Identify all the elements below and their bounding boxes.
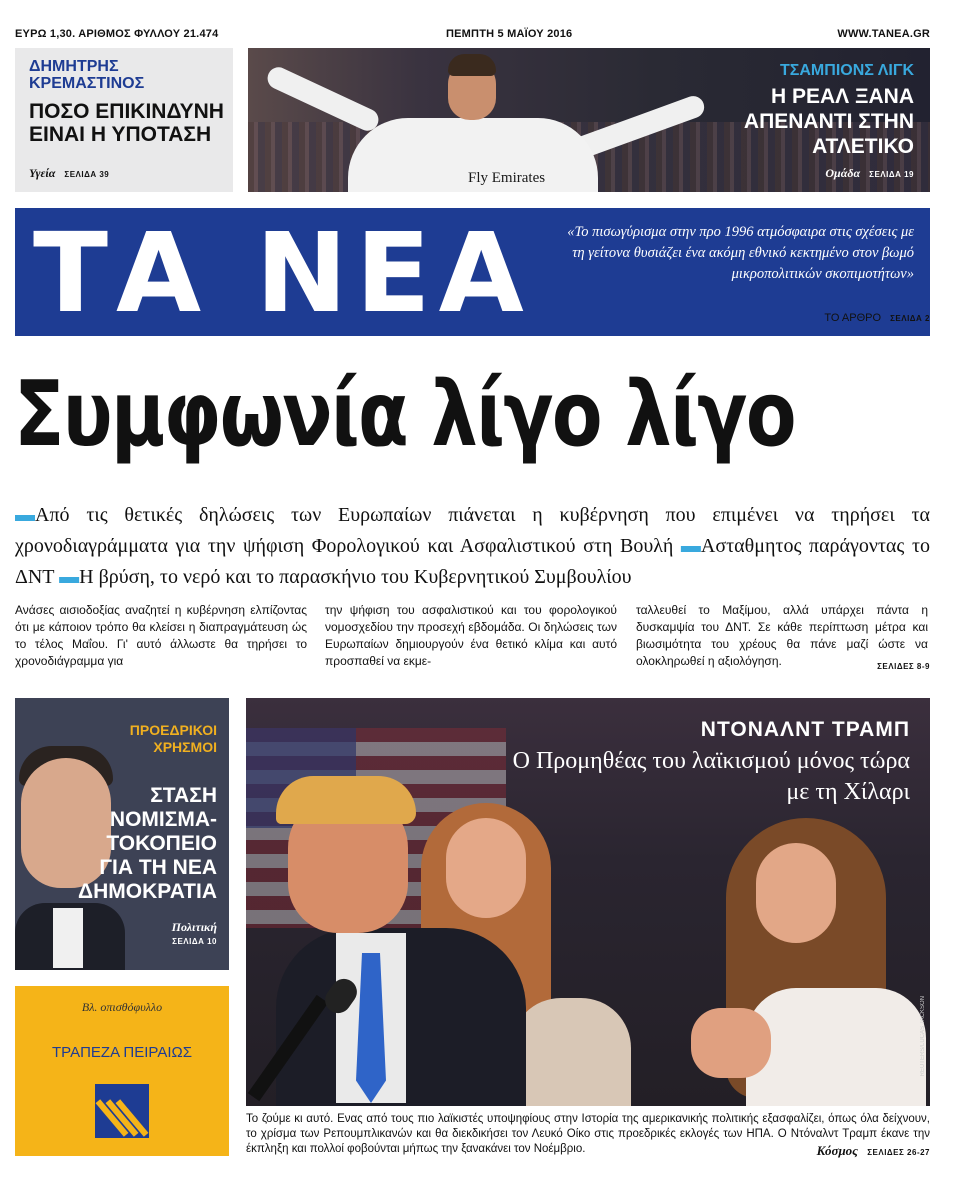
teaser-section — [166, 920, 217, 946]
main-deck — [15, 500, 930, 593]
section-label: Κόσμος — [816, 1143, 858, 1158]
page-ref: ΣΕΛΙΔΑ 2 — [890, 314, 930, 323]
page-ref: ΣΕΛΙΔΕΣ 26-27 — [867, 1148, 930, 1157]
main-headline[interactable]: Συμφωνία λίγο λίγο — [14, 362, 795, 467]
photo-caption: Το ζούμε κι αυτό. Ενας από τους πιο λαϊκιστές υποψηφίους στην Ιστορία της αμερικανικής πολιτικής εξασφαλίζει, όπως όλα δείχνουν, το χρίσμα των Ρεπουμπλικανών και θα διεκδικήσει τον Λευκό Οίκο στις προεδρικές εκλογές των ΗΠΑ. Ο Ντόναλντ Τραμπ έκανε την έκπληξη και πολλοί φοβούνται μήπως την ξανακάνει τον Νοέμβριο. — [246, 1113, 930, 1155]
newspaper-logo[interactable]: ΤΑ ΝΕΑ — [33, 209, 532, 337]
player-hair — [448, 54, 496, 76]
dash-icon: ▬ — [59, 566, 80, 588]
photo-headline: Ο Προμηθέας του λαϊκισμού μόνος τώρα με τη Χίλαρι — [512, 748, 910, 805]
world-section-ref[interactable] — [817, 1143, 930, 1159]
jersey-sponsor: Fly Emirates — [468, 170, 546, 186]
section-label: Ομάδα — [825, 166, 861, 180]
teaser-politics[interactable] — [15, 698, 229, 970]
section-label: Υγεία — [29, 166, 56, 180]
editorial-quote: «Το πισωγύρισμα στην προ 1996 ατμόσφαιρα στις σχέσεις με τη γείτονα θυσιάζει ένα ακόμη εθνικό κεκτημένο στον βωμό μικροπολιτικών σκοπιμοτήτων» — [567, 224, 914, 282]
body-column: ταλλευθεί το Μαξίμου, αλλά υπάρχει πάντα η δυσκαμψία του ΔΝΤ. Σε κάθε περίπτωση μέτρα και βιωσιμότητα του χρέους θα πάνε μαζί ώστε να ολοκληρωθεί η αξιολόγηση. — [636, 603, 928, 668]
main-photo[interactable] — [246, 698, 930, 1106]
website-link[interactable]: WWW.TANEA.GR — [837, 28, 930, 40]
deck-part: Ασταθμητος παράγοντας το ΔΝΤ — [15, 535, 930, 588]
teaser-health[interactable] — [15, 48, 233, 192]
teaser-headline: ΠΟΣΟ ΕΠΙΚΙΝΔΥΝΗ ΕΙΝΑΙ Η ΥΠΟΤΑΣΗ — [29, 100, 224, 146]
man-hair — [276, 776, 416, 824]
dash-icon: ▬ — [15, 504, 35, 526]
teaser-kicker: ΠΡΟΕΔΡΙΚΟΙ ΧΡΗΣΜΟΙ — [129, 722, 217, 755]
section-label: Πολιτική — [171, 920, 217, 934]
body-column: την ψήφιση του ασφαλιστικού και του φορολογικού νομοσχεδίου την προσεχή εβδομάδα. Οι δηλώσεις των Ευρωπαίων δημιουργούν ένα θετικό κλίμα και αυτό προσπαθεί να εκμε- — [325, 603, 617, 668]
issue-date: ΠΕΜΠΤΗ 5 ΜΑΪΟΥ 2016 — [446, 28, 573, 40]
page-ref: ΣΕΛΙΔΑ 39 — [64, 170, 110, 179]
body-column: Ανάσες αισιοδοξίας αναζητεί η κυβέρνηση ελπίζοντας ότι με κάποιον τρόπο θα κλείσει η διαπραγμάτευση ώς το τέλος Μαΐου. Γι' αυτό άλλωστε θα τηρήσει το χρονοδιάγραμμα για — [15, 603, 307, 668]
teaser-kicker: ΤΣΑΜΠΙΟΝΣ ΛΙΓΚ — [780, 62, 914, 79]
ad-note: Βλ. οπισθόφυλλο — [81, 1000, 163, 1014]
bank-advertisement[interactable] — [15, 986, 229, 1156]
photo-kicker: ΝΤΟΝΑΛΝΤ ΤΡΑΜΠ — [700, 718, 910, 741]
woman-face — [446, 818, 526, 918]
teaser-sport[interactable] — [248, 48, 930, 192]
page-ref: ΣΕΛΙΔΕΣ 8-9 — [877, 662, 930, 671]
deck-part: Από τις θετικές δηλώσεις των Ευρωπαίων πιάνεται η κυβέρνηση που επιμένει να τηρήσει τα χρονοδιαγράμματα για την ψήφιση Φορολογικού και Ασφαλιστικού στη Βουλή — [15, 504, 930, 557]
politician-shirt — [53, 908, 83, 968]
photo-credit: REUTERS/LUCAS JACKSON — [920, 995, 926, 1076]
masthead — [15, 208, 930, 336]
page-ref: ΣΕΛΙΔΑ 19 — [869, 170, 914, 179]
teaser-headline: Η ΡΕΑΛ ΞΑΝΑ ΑΠΕΝΑΝΤΙ ΣΤΗΝ ΑΤΛΕΤΙΚΟ — [743, 85, 914, 158]
dash-icon: ▬ — [680, 535, 701, 557]
woman-face — [756, 843, 836, 943]
teaser-section — [29, 166, 109, 181]
page-ref: ΣΕΛΙΔΑ 10 — [172, 937, 217, 946]
deck-part: Η βρύση, το νερό και το παρασκήνιο του Κυβερνητικού Συμβουλίου — [79, 566, 632, 588]
teaser-headline: ΣΤΑΣΗ ΝΟΜΙΣΜΑ-ΤΟΚΟΠΕΙΟ ΓΙΑ ΤΗ ΝΕΑ ΔΗΜΟΚΡΑΤΙΑ — [78, 784, 217, 903]
woman-dress — [511, 998, 631, 1106]
clapping-hands — [691, 1008, 771, 1078]
article-ref-label: ΤΟ ΑΡΘΡΟ — [824, 312, 882, 324]
woman-dress — [746, 988, 926, 1106]
bank-name: ΤΡΑΠΕΖΑ ΠΕΙΡΑΙΩΣ — [52, 1044, 192, 1061]
article-ref[interactable] — [824, 312, 930, 324]
price-issue: ΕΥΡΩ 1,30. ΑΡΙΘΜΟΣ ΦΥΛΛΟΥ 21.474 — [15, 28, 219, 40]
bank-logo-icon — [95, 1084, 149, 1138]
teaser-section — [825, 166, 914, 181]
teaser-kicker: ΔΗΜΗΤΡΗΣ ΚΡΕΜΑΣΤΙΝΟΣ — [29, 58, 145, 92]
